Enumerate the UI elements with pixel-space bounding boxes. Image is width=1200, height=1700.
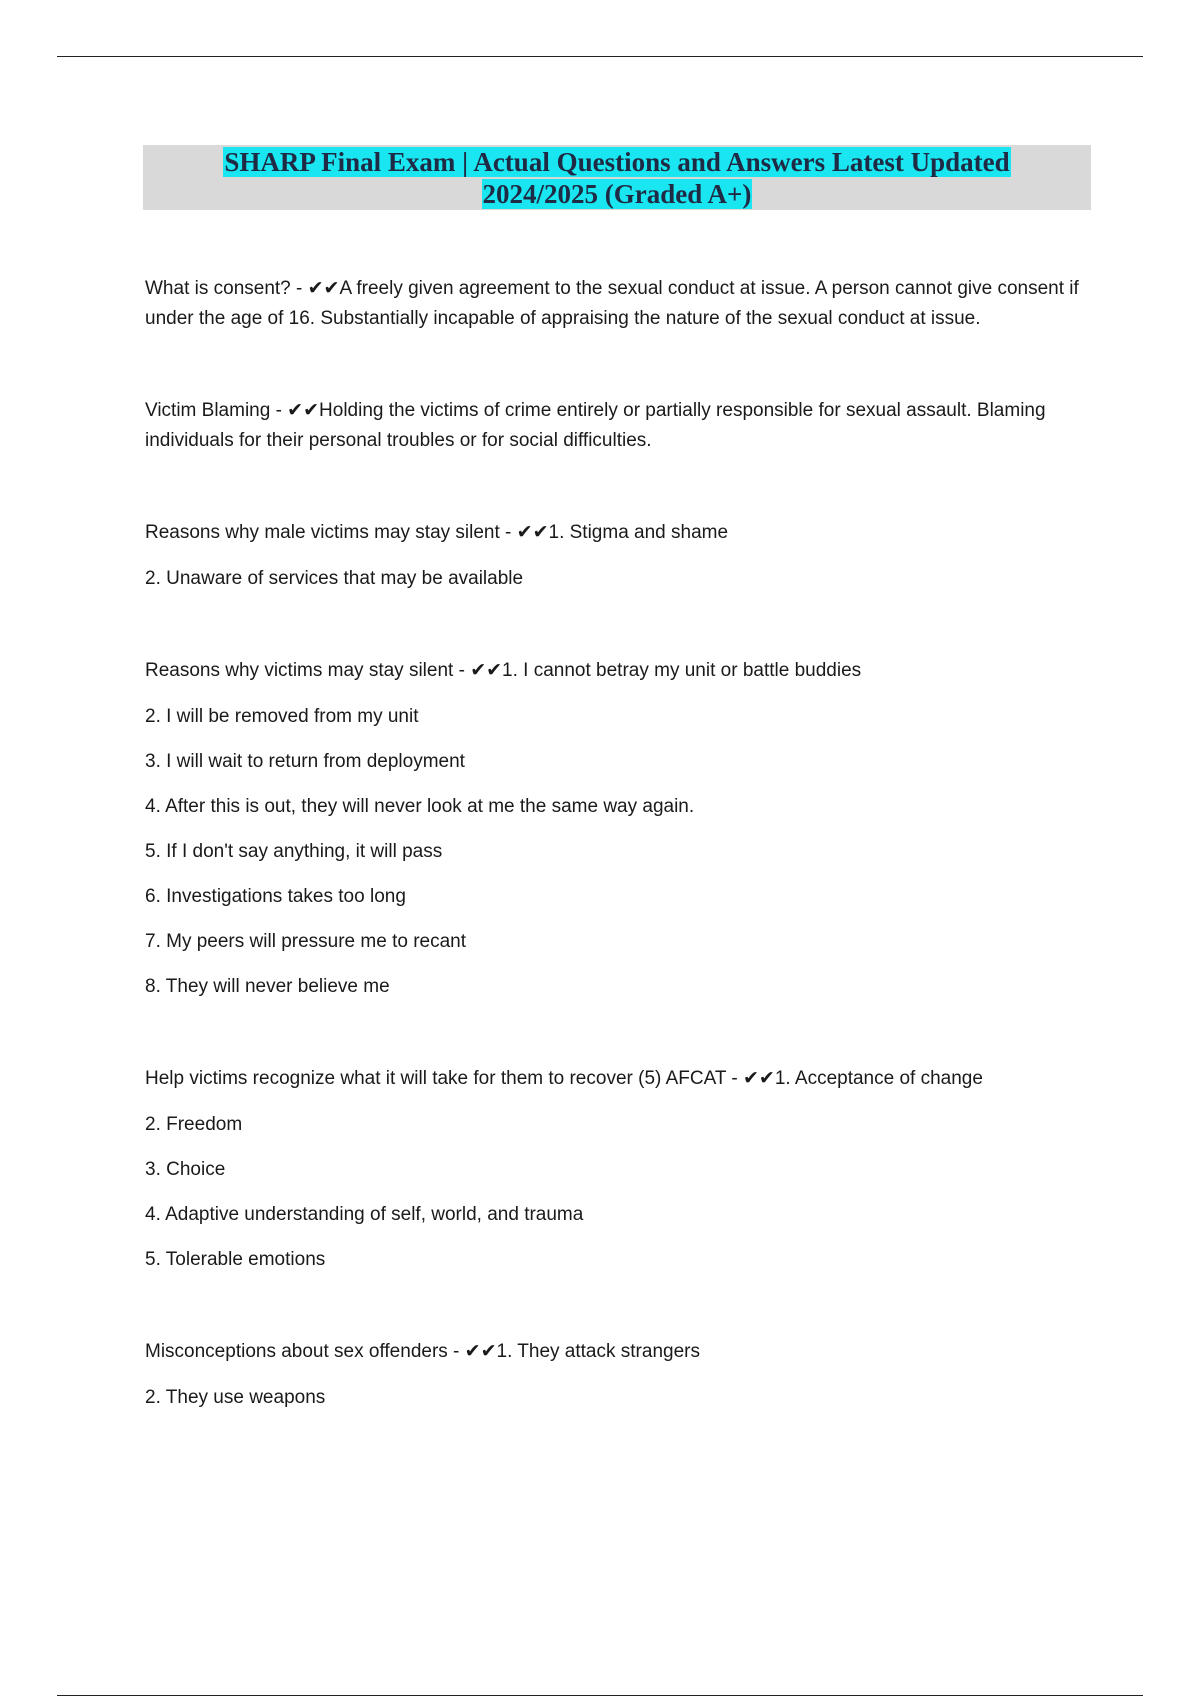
qa-text: What is consent? - ✔✔A freely given agreement to the sexual conduct at issue. A person cannot give consent if under the age of 16. Substantially incapable of appraising the nature of the sexual conduct at issue. — [145, 278, 1079, 329]
qa-block-male-victims-silent — [145, 518, 1085, 594]
list-item: 5. Tolerable emotions — [145, 1249, 326, 1270]
list-item: 4. After this is out, they will never look at me the same way again. — [145, 796, 695, 817]
title-line-1: SHARP Final Exam | Actual Questions and Answers Latest Updated — [224, 146, 1010, 177]
title-line-2: 2024/2025 (Graded A+) — [482, 178, 752, 209]
qa-content — [145, 274, 1085, 1475]
list-item: 2. Unaware of services that may be available — [145, 568, 524, 589]
footer-rule — [57, 1695, 1143, 1696]
list-item: 2. I will be removed from my unit — [145, 706, 419, 727]
qa-block-consent — [145, 274, 1085, 334]
list-item: 7. My peers will pressure me to recant — [145, 931, 467, 952]
list-item: 5. If I don't say anything, it will pass — [145, 841, 443, 862]
header-rule — [57, 56, 1143, 57]
qa-block-afcat — [145, 1064, 1085, 1275]
qa-text: Reasons why victims may stay silent - ✔✔1. I cannot betray my unit or battle buddies — [145, 660, 862, 681]
qa-block-victim-blaming — [145, 396, 1085, 456]
list-item: 2. They use weapons — [145, 1387, 326, 1408]
list-item: 3. I will wait to return from deployment — [145, 751, 465, 772]
qa-text: Misconceptions about sex offenders - ✔✔1. They attack strangers — [145, 1341, 700, 1362]
list-item: 8. They will never believe me — [145, 976, 390, 997]
qa-text: Reasons why male victims may stay silent - ✔✔1. Stigma and shame — [145, 522, 729, 543]
qa-block-victims-silent — [145, 656, 1085, 1002]
title-banner — [143, 145, 1091, 210]
list-item: 6. Investigations takes too long — [145, 886, 406, 907]
list-item: 2. Freedom — [145, 1114, 243, 1135]
qa-text: Victim Blaming - ✔✔Holding the victims of crime entirely or partially responsible for sexual assault. Blaming individuals for their personal troubles or for social difficulties. — [145, 400, 1046, 451]
list-item: 3. Choice — [145, 1159, 226, 1180]
qa-text: Help victims recognize what it will take for them to recover (5) AFCAT - ✔✔1. Acceptance of change — [145, 1068, 983, 1089]
qa-block-misconceptions — [145, 1337, 1085, 1413]
list-item: 4. Adaptive understanding of self, world, and trauma — [145, 1204, 584, 1225]
